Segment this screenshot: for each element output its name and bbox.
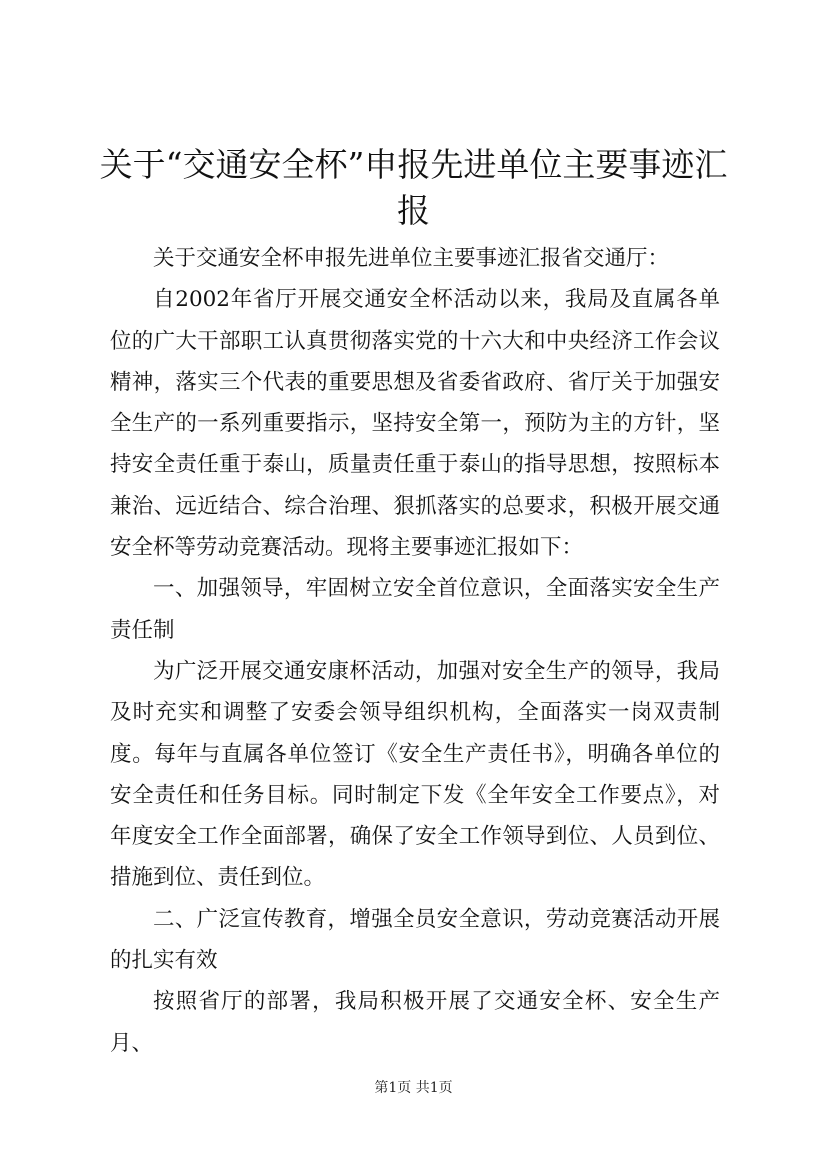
- paragraph-salutation: 关于交通安全杯申报先进单位主要事迹汇报省交通厅：: [153, 246, 670, 271]
- paragraph-section-1: 为广泛开展交通安康杯活动，加强对安全生产的领导，我局及时充实和调整了安委会领导组织机构，全面落实一岗双责制度。每年与直属各单位签订《安全生产责任书》，明确各单位的安全责任和任务目标。同时制定下发《全年安全工作要点》，对年度安全工作全面部署，确保了安全工作领导到位、人员到位、措施到位、责任到位。: [110, 658, 720, 891]
- paragraph-intro: 自2002年省厅开展交通安全杯活动以来，我局及直属各单位的广大干部职工认真贯彻落实党的十六大和中央经济工作会议精神，落实三个代表的重要思想及省委省政府、省厅关于加强安全生产的一系列重要指示，坚持安全第一，预防为主的方针，坚持安全责任重于泰山，质量责任重于泰山的指导思想，按照标本兼治、远近结合、综合治理、狠抓落实的总要求，积极开展交通安全杯等劳动竞赛活动。现将主要事迹汇报如下：: [110, 287, 720, 561]
- page-footer: 第1页 共1页: [374, 1080, 453, 1096]
- document-title: 关于“交通安全杯”申报先进单位主要事迹汇报: [99, 145, 728, 230]
- section-heading-2: 二、广泛宣传教育，增强全员安全意识，劳动竞赛活动开展的扎实有效: [110, 906, 720, 974]
- document-body: [110, 238, 720, 1064]
- paragraph-section-2: 按照省厅的部署，我局积极开展了交通安全杯、安全生产月、: [110, 989, 720, 1056]
- section-heading-1: 一、加强领导，牢固树立安全首位意识，全面落实安全生产责任制: [110, 576, 720, 643]
